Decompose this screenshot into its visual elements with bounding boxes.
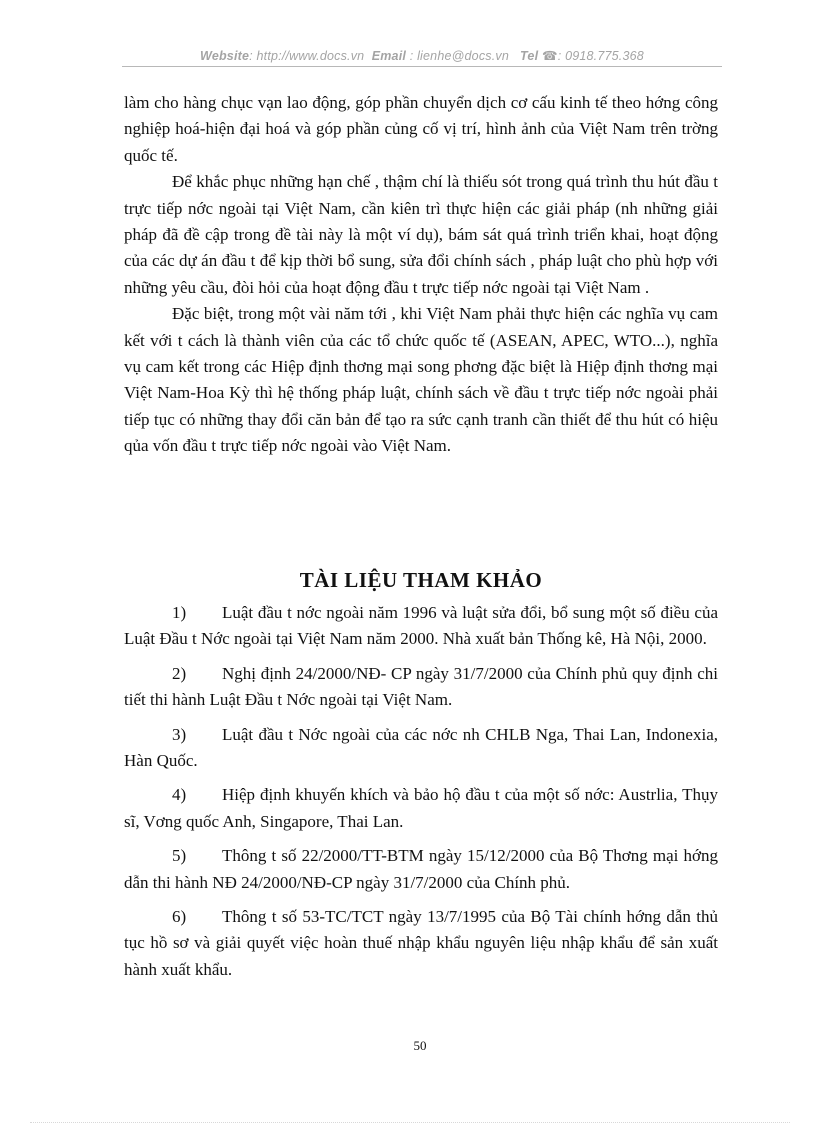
reference-text: Hiệp định khuyến khích và bảo hộ đầu t của một số nớc: Austrlia, Thụy sĩ, Vơng quốc Anh, Singapore, Thai Lan. bbox=[124, 785, 718, 831]
reference-number: 1) bbox=[172, 603, 187, 622]
page-number: 50 bbox=[413, 1038, 427, 1053]
reference-number: 2) bbox=[172, 663, 187, 683]
header-divider bbox=[122, 66, 722, 67]
reference-text: Luật đầu t nớc ngoài năm 1996 và luật sửa đổi, bổ sung một số điều của Luật Đầu t Nớc ngoài tại Việt Nam năm 2000. Nhà xuất bản Thống kê, Hà Nội, 2000. bbox=[124, 603, 718, 649]
reference-number: 3) bbox=[172, 724, 187, 744]
reference-item bbox=[124, 904, 718, 983]
reference-text: Thông t số 22/2000/TT-BTM ngày 15/12/2000 của Bộ Thơng mại hớng dẫn thi hành NĐ 24/2000/NĐ-CP ngày 31/7/2000 của Chính phủ. bbox=[124, 846, 718, 892]
reference-item bbox=[124, 782, 718, 835]
reference-number: 4) bbox=[172, 785, 187, 805]
reference-item bbox=[124, 843, 718, 896]
reference-text: Thông t số 53-TC/TCT ngày 13/7/1995 của Bộ Tài chính hớng dẫn thủ tục hồ sơ và giải quyết việc hoàn thuế nhập khẩu nguyên liệu nhập khẩu để sản xuất hành xuất khẩu. bbox=[124, 907, 718, 979]
phone-icon: ☎ bbox=[541, 49, 558, 63]
reference-item bbox=[124, 661, 718, 714]
website-label: Website bbox=[200, 49, 250, 63]
page-header bbox=[122, 48, 722, 63]
email-label: Email bbox=[371, 49, 407, 63]
body-paragraph: Đặc biệt, trong một vài năm tới , khi Việt Nam phải thực hiện các nghĩa vụ cam kết với t cách là thành viên của các tổ chức quốc tế (ASEAN, APEC, WTO...), nghĩa vụ cam kết trong các Hiệp định thơng mại song phơng đặc biệt là Hiệp định thơng mại Việt Nam-Hoa Kỳ thì hệ thống pháp luật, chính sách về đầu t trực tiếp nớc ngoài phải tiếp tục có những thay đổi căn bản để tạo ra sức cạnh tranh cần thiết để thu hút có hiệu qủa vốn đầu t trực tiếp nớc ngoài vào Việt Nam. bbox=[124, 304, 718, 456]
reference-item bbox=[124, 722, 718, 775]
reference-number: 6) bbox=[172, 907, 187, 927]
reference-item bbox=[124, 600, 718, 653]
tel-value: : 0918.775.368 bbox=[557, 49, 644, 63]
website-value: : http://www.docs.vn bbox=[249, 49, 365, 63]
body-text bbox=[124, 90, 718, 460]
reference-text: Luật đầu t Nớc ngoài của các nớc nh CHLB Nga, Thai Lan, Indonexia, Hàn Quốc. bbox=[124, 724, 718, 771]
email-value: : lienhe@docs.vn bbox=[409, 49, 510, 63]
body-paragraph: Để khắc phục những hạn chế , thậm chí là thiếu sót trong quá trình thu hút đầu t trực tiếp nớc ngoài tại Việt Nam, cần kiên trì thực hiện các giải pháp (nh những giải pháp đã đề cập trong đề tài này là một ví dụ), bám sát quá trình triển khai, hoạt động của các dự án đầu t để kịp thời bổ sung, sửa đổi chính sách , pháp luật cho phù hợp với những yêu cầu, đòi hỏi của hoạt động đầu t trực tiếp nớc ngoài tại Việt Nam . bbox=[124, 172, 718, 297]
references-list bbox=[124, 600, 718, 991]
reference-text: Nghị định 24/2000/NĐ- CP ngày 31/7/2000 của Chính phủ quy định chi tiết thi hành Luật Đầu t Nớc ngoài tại Việt Nam. bbox=[124, 663, 718, 710]
tel-label: Tel bbox=[520, 49, 539, 63]
reference-number: 5) bbox=[172, 846, 187, 866]
references-title: TÀI LIỆU THAM KHẢO bbox=[299, 568, 543, 592]
body-paragraph: làm cho hàng chục vạn lao động, góp phần chuyển dịch cơ cấu kinh tế theo hớng công nghiệp hoá-hiện đại hoá và góp phần củng cố vị trí, hình ảnh của Việt Nam trên trờng quốc tế. bbox=[124, 93, 718, 165]
